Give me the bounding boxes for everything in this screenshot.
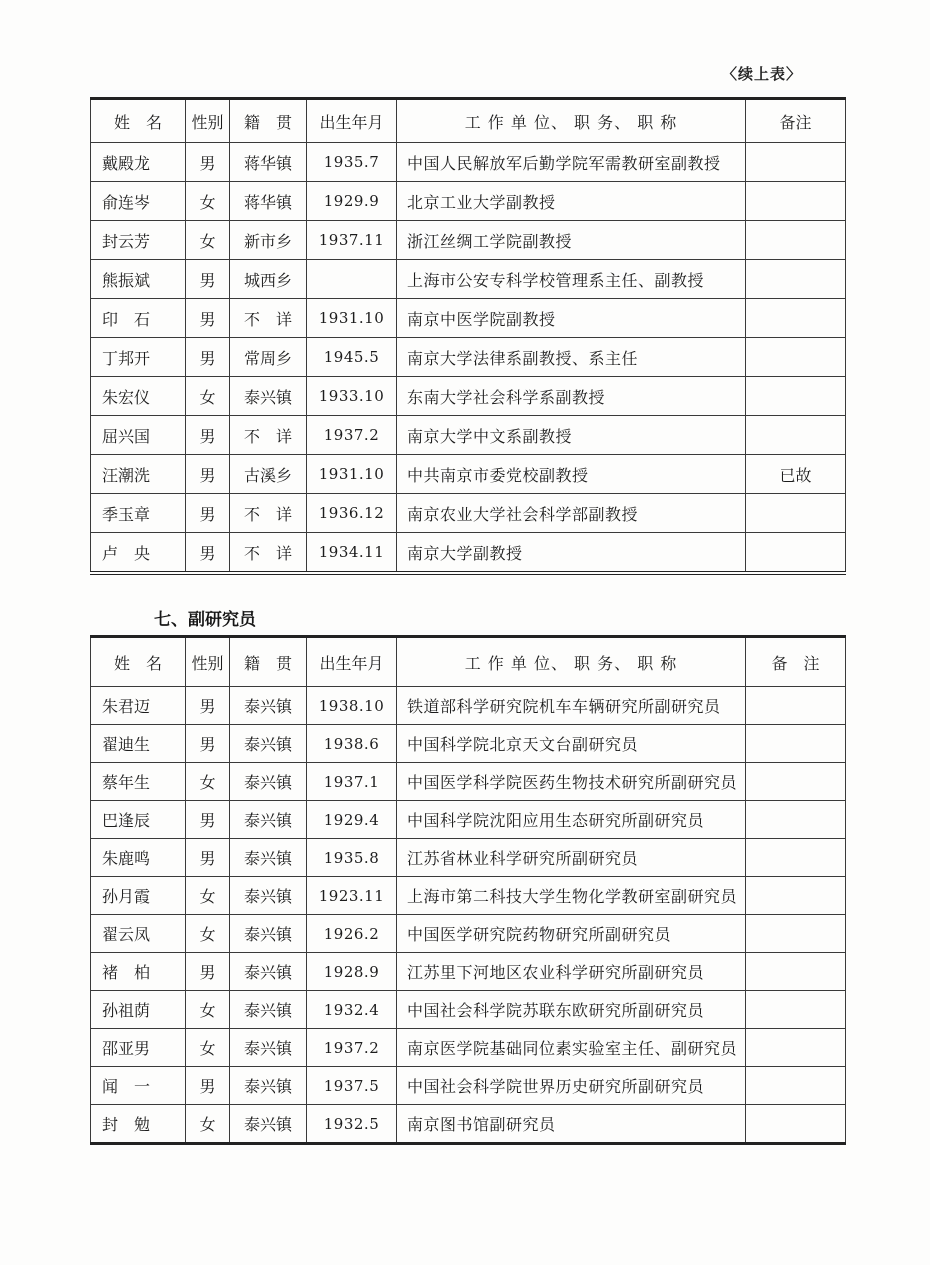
table-cell: 屈兴国	[91, 416, 186, 455]
table-cell	[746, 991, 846, 1029]
table-header-row	[91, 637, 846, 687]
table-cell: 朱君迈	[91, 687, 186, 725]
table-cell: 泰兴镇	[230, 725, 307, 763]
table-cell: 1931.10	[307, 455, 397, 494]
table-cell	[746, 877, 846, 915]
table-cell: 1938.10	[307, 687, 397, 725]
table-row	[91, 877, 846, 915]
table-cell: 中国科学院沈阳应用生态研究所副研究员	[397, 801, 746, 839]
table-cell: 中国医学科学院医药生物技术研究所副研究员	[397, 763, 746, 801]
table-cell	[746, 1029, 846, 1067]
table-cell: 1934.11	[307, 533, 397, 574]
table-row	[91, 494, 846, 533]
table-cell: 南京医学院基础同位素实验室主任、副研究员	[397, 1029, 746, 1067]
table-row	[91, 377, 846, 416]
table-cell: 泰兴镇	[230, 953, 307, 991]
table-cell: 中国社会科学院世界历史研究所副研究员	[397, 1067, 746, 1105]
column-header-remarks: 备 注	[746, 637, 846, 687]
table-row	[91, 725, 846, 763]
table-cell: 褚 柏	[91, 953, 186, 991]
table-cell: 上海市公安专科学校管理系主任、副教授	[397, 260, 746, 299]
table-cell	[746, 1067, 846, 1105]
associate-researchers-table	[90, 635, 846, 1145]
table-cell: 男	[186, 299, 230, 338]
table-cell: 泰兴镇	[230, 377, 307, 416]
table-cell: 1935.8	[307, 839, 397, 877]
table-cell: 江苏里下河地区农业科学研究所副研究员	[397, 953, 746, 991]
table-cell: 俞连岑	[91, 182, 186, 221]
column-header-workunit: 工 作 单 位、 职 务、 职 称	[397, 99, 746, 143]
table-cell: 泰兴镇	[230, 991, 307, 1029]
table-cell: 男	[186, 338, 230, 377]
table-cell: 朱鹿鸣	[91, 839, 186, 877]
table-cell: 女	[186, 377, 230, 416]
table-cell	[746, 143, 846, 182]
table-row	[91, 687, 846, 725]
table-cell: 中国科学院北京天文台副研究员	[397, 725, 746, 763]
table-cell	[746, 725, 846, 763]
table-row	[91, 991, 846, 1029]
table-cell: 蒋华镇	[230, 182, 307, 221]
column-header-gender: 性别	[186, 637, 230, 687]
table-cell: 北京工业大学副教授	[397, 182, 746, 221]
table-row	[91, 338, 846, 377]
table-cell: 中国医学研究院药物研究所副研究员	[397, 915, 746, 953]
continuation-note: 〈续上表〉	[722, 65, 803, 83]
table-cell	[746, 260, 846, 299]
table-cell: 丁邦开	[91, 338, 186, 377]
table-row	[91, 1067, 846, 1105]
table-cell: 1937.2	[307, 1029, 397, 1067]
table-cell: 江苏省林业科学研究所副研究员	[397, 839, 746, 877]
table-cell: 蔡年生	[91, 763, 186, 801]
table-cell: 男	[186, 953, 230, 991]
table-cell: 1937.1	[307, 763, 397, 801]
column-header-gender: 性别	[186, 99, 230, 143]
table-cell: 男	[186, 725, 230, 763]
column-header-birthdate: 出生年月	[307, 637, 397, 687]
table-cell	[746, 1105, 846, 1144]
table-cell	[746, 221, 846, 260]
table-cell: 卢 央	[91, 533, 186, 574]
section-heading-associate-researchers: 七、副研究员	[154, 610, 256, 630]
table-row	[91, 416, 846, 455]
table-row	[91, 915, 846, 953]
table-cell: 1932.4	[307, 991, 397, 1029]
table-cell: 男	[186, 839, 230, 877]
table-cell: 女	[186, 221, 230, 260]
table-header-row	[91, 99, 846, 143]
table-cell: 闻 一	[91, 1067, 186, 1105]
table-cell: 翟迪生	[91, 725, 186, 763]
table-cell: 泰兴镇	[230, 801, 307, 839]
table-cell: 女	[186, 877, 230, 915]
table-cell: 巴逢辰	[91, 801, 186, 839]
table-cell: 中共南京市委党校副教授	[397, 455, 746, 494]
table-cell: 泰兴镇	[230, 915, 307, 953]
table-cell: 熊振斌	[91, 260, 186, 299]
vice-professors-continued-table	[90, 97, 846, 575]
table-cell: 古溪乡	[230, 455, 307, 494]
table-row	[91, 801, 846, 839]
table-cell: 男	[186, 1067, 230, 1105]
table-cell	[746, 377, 846, 416]
table-cell: 戴殿龙	[91, 143, 186, 182]
table-cell	[307, 260, 397, 299]
table-cell: 男	[186, 533, 230, 574]
table-cell: 孙月霞	[91, 877, 186, 915]
table-cell	[746, 494, 846, 533]
table-cell: 女	[186, 182, 230, 221]
table-cell: 泰兴镇	[230, 877, 307, 915]
column-header-name: 姓 名	[91, 637, 186, 687]
table-cell: 中国社会科学院苏联东欧研究所副研究员	[397, 991, 746, 1029]
table-cell: 泰兴镇	[230, 1067, 307, 1105]
table-cell	[746, 839, 846, 877]
column-header-birthdate: 出生年月	[307, 99, 397, 143]
table-cell	[746, 687, 846, 725]
table-row	[91, 182, 846, 221]
column-header-birthplace: 籍 贯	[230, 637, 307, 687]
table-cell: 常周乡	[230, 338, 307, 377]
table-row	[91, 1029, 846, 1067]
table-cell: 1938.6	[307, 725, 397, 763]
table-cell	[746, 763, 846, 801]
table-cell: 男	[186, 416, 230, 455]
table-cell: 男	[186, 494, 230, 533]
column-header-remarks: 备注	[746, 99, 846, 143]
table-cell: 1937.11	[307, 221, 397, 260]
table-row	[91, 533, 846, 574]
table-cell: 泰兴镇	[230, 687, 307, 725]
table-cell: 季玉章	[91, 494, 186, 533]
table-cell: 封云芳	[91, 221, 186, 260]
table-row	[91, 260, 846, 299]
table-cell: 泰兴镇	[230, 763, 307, 801]
table-cell: 南京大学副教授	[397, 533, 746, 574]
table-cell: 女	[186, 1029, 230, 1067]
table-cell	[746, 915, 846, 953]
table-cell: 1933.10	[307, 377, 397, 416]
table-row	[91, 763, 846, 801]
table-cell: 南京中医学院副教授	[397, 299, 746, 338]
table-cell	[746, 182, 846, 221]
table-row	[91, 839, 846, 877]
table-cell: 泰兴镇	[230, 1029, 307, 1067]
table-cell: 朱宏仪	[91, 377, 186, 416]
table-cell: 封 勉	[91, 1105, 186, 1144]
table-cell	[746, 299, 846, 338]
table-row	[91, 1105, 846, 1144]
table-cell	[746, 801, 846, 839]
table-cell: 男	[186, 260, 230, 299]
table-cell: 汪潮洗	[91, 455, 186, 494]
table-cell	[746, 416, 846, 455]
table-cell: 女	[186, 991, 230, 1029]
table-cell: 不 详	[230, 416, 307, 455]
table-row	[91, 143, 846, 182]
table-cell: 中国人民解放军后勤学院军需教研室副教授	[397, 143, 746, 182]
table-cell: 1937.2	[307, 416, 397, 455]
table-cell: 男	[186, 455, 230, 494]
table-row	[91, 953, 846, 991]
table-cell: 女	[186, 1105, 230, 1144]
column-header-name: 姓 名	[91, 99, 186, 143]
table-cell: 浙江丝绸工学院副教授	[397, 221, 746, 260]
table-cell: 邵亚男	[91, 1029, 186, 1067]
table-cell: 不 详	[230, 533, 307, 574]
table-cell: 上海市第二科技大学生物化学教研室副研究员	[397, 877, 746, 915]
table-cell: 东南大学社会科学系副教授	[397, 377, 746, 416]
table-row	[91, 221, 846, 260]
table-cell: 女	[186, 763, 230, 801]
table-cell: 1945.5	[307, 338, 397, 377]
table-cell: 铁道部科学研究院机车车辆研究所副研究员	[397, 687, 746, 725]
table-cell: 南京大学中文系副教授	[397, 416, 746, 455]
table-cell: 男	[186, 801, 230, 839]
table-cell: 蒋华镇	[230, 143, 307, 182]
table-cell: 男	[186, 143, 230, 182]
table-cell: 女	[186, 915, 230, 953]
table-cell: 1935.7	[307, 143, 397, 182]
table-cell: 孙祖荫	[91, 991, 186, 1029]
table-cell: 男	[186, 687, 230, 725]
table-row	[91, 299, 846, 338]
table-row	[91, 455, 846, 494]
table-cell: 印 石	[91, 299, 186, 338]
table-cell: 泰兴镇	[230, 1105, 307, 1144]
table-cell: 泰兴镇	[230, 839, 307, 877]
table-cell: 1926.2	[307, 915, 397, 953]
table-cell: 新市乡	[230, 221, 307, 260]
table-cell: 已故	[746, 455, 846, 494]
table-cell	[746, 953, 846, 991]
table-cell: 南京农业大学社会科学部副教授	[397, 494, 746, 533]
table-cell: 1928.9	[307, 953, 397, 991]
table-cell: 1936.12	[307, 494, 397, 533]
table-cell: 不 详	[230, 299, 307, 338]
table-cell: 城西乡	[230, 260, 307, 299]
table-cell: 1937.5	[307, 1067, 397, 1105]
table-cell: 不 详	[230, 494, 307, 533]
table-cell: 翟云凤	[91, 915, 186, 953]
column-header-birthplace: 籍 贯	[230, 99, 307, 143]
table-cell: 南京图书馆副研究员	[397, 1105, 746, 1144]
table-cell: 1929.9	[307, 182, 397, 221]
table-cell: 1931.10	[307, 299, 397, 338]
table-cell: 1929.4	[307, 801, 397, 839]
column-header-workunit: 工 作 单 位、 职 务、 职 称	[397, 637, 746, 687]
table-cell: 1923.11	[307, 877, 397, 915]
table-cell: 1932.5	[307, 1105, 397, 1144]
table-cell	[746, 533, 846, 574]
table-cell	[746, 338, 846, 377]
table-cell: 南京大学法律系副教授、系主任	[397, 338, 746, 377]
